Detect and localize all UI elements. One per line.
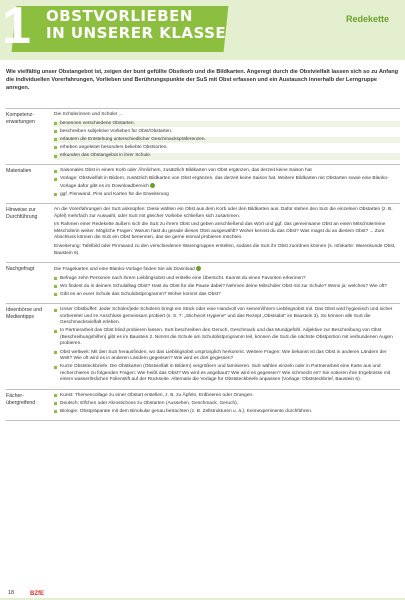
list-item: Befrage zehn Personen nach ihrem Lieblingsobst und erstelle eine Übersicht. Kannst du einen Favoriten erkennen? (54, 276, 400, 283)
list-item-text: Vorlage: Obstvielfalt in Bildern, zusätzlich Bildkarten von Obst ergänzen, das derzeit keine Saison hat. Weitere Bildkarten mit Obstarten sowie eine Blanko-Vorlage dafür gibt es im Downloadbereich (60, 176, 389, 189)
paragraph: Im Rahmen einer Redekette äußern sich die SuS zu ihrem Obst und geben anschließend das Wort und ggf. das gemeinsame Obst an einen Mitschüler/eine Mitschülerin weiter. Mögliche Fragen: Warum hast du gerade dieses Obst ausgewählt? Woher kennst du das Obst? Was magst du an diesem Obst? ... Zum Abschluss können die SuS ein Obst benennen, das sie gerne einmal probieren möchten. (54, 222, 386, 241)
list-item: erläutern die Entstehung unterschiedlicher Geschmackspräferenzen. (54, 137, 400, 144)
row-content (54, 204, 400, 262)
row-lead (54, 266, 400, 274)
table-row-hinweise (6, 203, 400, 262)
download-icon[interactable] (150, 183, 155, 188)
row-label: Hinweise zur Durchführung (6, 206, 38, 220)
row-content (54, 263, 400, 303)
table-row-ideenboerse (6, 303, 400, 389)
list-item: Gibt es an eurer Schule das Schulobstprogramm? Woher kommt das Obst? (54, 292, 400, 299)
publisher-logo: BZfE (30, 591, 44, 597)
table-row-nachgefragt (6, 262, 400, 303)
list-item: erkunden das Obstangebot in ihrer Schule. (54, 153, 400, 160)
list-item: In Partnerarbeit das Obst blind probieren lassen. SuS beschreiben den Geruch, Geschmack und das Mundgefühl. Adjektive zur Beschreibung von Obst (Beschreibungshilfen) gibt es im Baustein 2. Nimmt die Schule am Schulobstprogramm teil, können die SuS die nächste Obstportion mit verbundenen Augen probieren. (54, 328, 400, 348)
row-lead: Die Schülerinnen und Schüler ... (54, 112, 123, 117)
section-number: 1 (2, 0, 31, 55)
download-icon[interactable] (196, 266, 201, 271)
table-row-faecheruebergreifend (6, 389, 400, 421)
page-title (46, 8, 226, 42)
row-label: Ideenbörse und Medientipps (6, 306, 43, 320)
list-item: Obst weltweit: Mit den SuS herausfinden, wo das Lieblingsobst ursprünglich herkommt. Weitere Fragen: Wie bekannt ist das Obst in anderen Ländern der Welt? Wie oft wird es in anderen Ländern gegessen? Wie wird es dort gegessen? (54, 350, 400, 363)
row-label: Materialien (6, 168, 32, 175)
list-item: Kunst: Themencollage zu einer Obstart erstellen, z. B. zu Äpfeln, Erdbeeren oder Orangen. (54, 393, 400, 400)
title-line-2: IN UNSERER KLASSE (46, 24, 227, 42)
list-item: beschreiben subjektive Vorlieben für Obst/Obstarten. (54, 129, 400, 136)
list-item: benennen verschiedene Obstarten. (54, 121, 400, 128)
list-item: ggf. Pinnwand, Pins und Karten für die Erweiterung (54, 192, 400, 199)
list-item: Deutsch: Elfchen oder Akrostichons zu Obstarten (Aussehen, Geschmack, Geruch). (54, 401, 400, 408)
list-item: Biologie: Obstpräparate mit dem Binokular genau betrachten (z. B. Zellstrukturen u. ä.), Keimexperimente durchführen. (54, 409, 400, 416)
list-item: Saisonales Obst in einem Korb oder Ähnlichem, zusätzlich Bildkarten von Obst ergänzen, das derzeit keine Saison hat (54, 168, 400, 175)
page-header (0, 0, 405, 60)
paragraph: Erweiterung: Tafelbild oder Pinnwand zu den verschiedenen Warengruppen erstellen, sodass die SuS ihr Obst zuordnen können (s. Infokarte: Warenkunde Obst, Baustein 6). (54, 243, 396, 256)
page-number: 18 (8, 590, 15, 596)
title-line-1: OBSTVORLIEBEN (46, 7, 193, 25)
row-lead-text: Die Fragekarten und eine Blanko-Vorlage finden Sie als Download (54, 267, 195, 273)
list-item: erheben angeleitet besonders beliebte Obstsorten. (54, 145, 400, 152)
row-label: Nachgefragt (6, 266, 35, 273)
method-tag: Redekette (345, 14, 389, 24)
row-label: Kompetenz-erwartungen (6, 112, 35, 125)
intro-text: Wie vielfältig unser Obstangebot ist, zeigen der bunt gefüllte Obstkorb und die Bildkarten. Angeregt durch die Obstvielfalt lassen sich so zu Anfang die individuellen Vorerfahrungen, Vorlieben und Berührungspunkte der SuS mit Obst erfassen und ein Austausch innerhalb der Lerngruppe anregen. (6, 69, 399, 92)
table-row-materialien (6, 164, 400, 203)
list-item: Unser Obstbuffet: Jeder Schüler/jede Schülerin bringt ein Stück oder eine Handvoll von seinem/ihrem Lieblingsobst mit. Das Obst wird hygienisch und sicher vorbereitet und im Anschluss gemeinsam probiert (s. S. 7: „Stichwort Hygiene" und das Rezept „Obstsalat" im Baustein 3). So können alle SuS die Geschmacksvielfalt erleben. (54, 307, 400, 327)
table-row-kompetenz (6, 108, 400, 164)
info-table (6, 108, 400, 421)
row-content (54, 390, 400, 420)
list-item: Kurze Obststeckbriefe: Die Obstkarten (Obstvielfalt in Bildern) vergrößern und laminieren. SuS wählen einzeln oder in Partnerarbeit eine Karte aus und recherchieren zu folgenden Fragen: Wie heißt das Obst? Wo wird es angebaut? Wie wird es gegessen? Wie schmeckt es? Sie notieren ihre Ergebnisse mit einem wasserlöslichen Folienstift auf der Rückseite. Alternativ die Vorlage für Obststeckbriefe anpassen (Vorlage: Obststeckbrief, Baustein 6). (54, 364, 400, 384)
list-item (54, 176, 400, 190)
row-label: Fächer-übergreifend (6, 392, 36, 406)
row-content (54, 304, 400, 389)
list-item: Wo findest du in deinem Schulalltag Obst? Hast du Obst für die Pause dabei? Nehmen deine Mitschüler Obst mit zur Schule? Wenn ja: welches? Wie oft? (54, 284, 400, 291)
row-content (54, 109, 400, 164)
row-content (54, 165, 400, 203)
paragraph: An die Vorerfahrungen der SuS anknüpfen: Diese wählen ein Obst aus dem Korb oder den Bildkarten aus. Dafür stehen den SuS die einzelnen Obstarten (z. B. Äpfel) mehrfach zur Auswahl, oder SuS mit gleicher Vorliebe schließen sich zusammen. (54, 206, 393, 219)
